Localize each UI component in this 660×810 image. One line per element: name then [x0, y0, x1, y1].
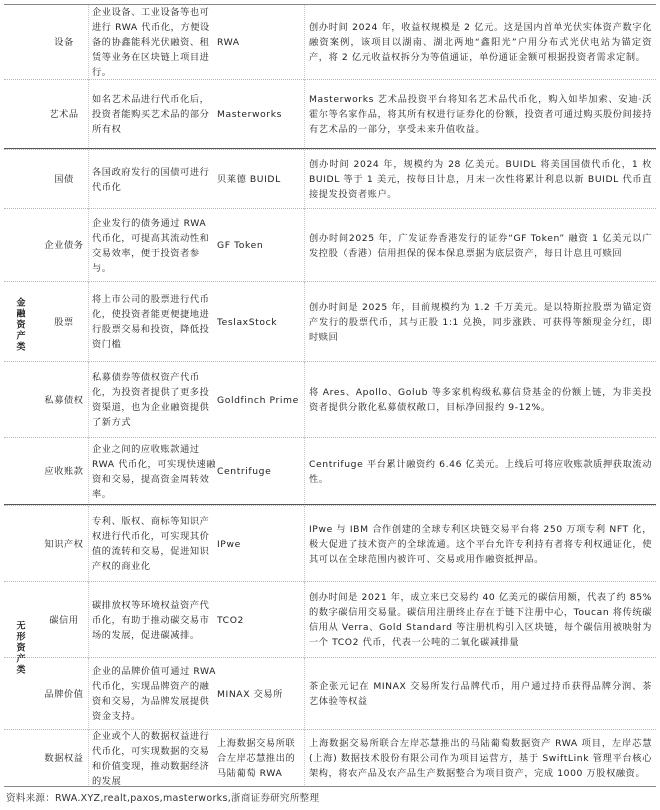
case-detail: 创办时间 2024 年，收益权规模是 2 亿元。这是国内首单光伏实体资产数字化融资案例，该项目以湖南、湖北两地“鑫阳光”户用分布式光伏电站为锚定资产，将 2 亿元收益权拆分为等值通证，单份通证金额可根据投资者需求定制。 [309, 22, 652, 63]
source-note: 资料来源：RWA.XYZ,realt,paxos,masterworks,浙商证券研究所整理 [6, 793, 320, 804]
table-row [4, 79, 656, 149]
platform-name: Goldfinch Prime [217, 394, 299, 406]
platform-name: TeslaxStock [217, 316, 278, 328]
table-row [4, 4, 656, 80]
asset-description: 企业之间的应收账款通过 RWA 代币化，可实现快速融资和交易，提高资金周转效率。 [92, 443, 217, 500]
case-detail: 茶企张元记在 MINAX 交易所发行品牌代币，用户通过持币获得品牌分润、茶艺体验等权益 [309, 681, 652, 707]
case-detail: Centrifuge 平台累计融资约 6.46 亿美元。上线后可将应收账款质押获取流动性。 [309, 458, 652, 485]
asset-type: 艺术品 [49, 109, 79, 120]
platform-name: TCO2 [217, 614, 244, 626]
asset-type: 知识产权 [44, 538, 84, 550]
asset-description: 私募债券等债权资产代币化，为投资者提供了更多投资渠道，也为企业融资提供了新方式 [92, 372, 210, 428]
case-detail: 创办时间是 2025 年，目前规模约为 1.2 千万美元。是以特斯拉股票为锚定资产发行的股票代币，其与正股 1:1 兑换，同步涨跌、可获得等额现金分红，即时赎回 [309, 301, 652, 343]
asset-type: 碳信用 [49, 614, 79, 626]
asset-type: 设备 [54, 37, 74, 48]
case-detail: 创办时间 2024 年，规模约为 28 亿美元。BUIDL 将美国国债代币化，1 枚 BUIDL 等于 1 美元，按每日计息，月末一次性将累计利息以新 BUIDL 代币直接提发投资者账户。 [309, 159, 652, 200]
asset-description: 碳排放权等环境权益资产代币化，有助于推动碳交易市场的发展，促进碳减排。 [92, 599, 210, 641]
case-detail: 创办时间是 2021 年，成立来已交易约 40 亿美元的碳信用额，代表了约 85%的数字碳信用交易量。碳信用注册终止存在于链下注册中心，Toucan 将传统碳信用从 Verra、Gold Standard 等注册机构引入区块链，每个碳信用被映射为一个 TCO2 代币，代表一公吨的二氧化碳减排量 [309, 592, 652, 648]
asset-type: 数据权益 [44, 753, 84, 764]
asset-description: 企业的品牌价值可通过 RWA 代币化，实现品牌资产的融资和交易，为品牌发展提供资金支持。 [92, 666, 217, 722]
table-row [4, 281, 656, 362]
case-detail: 将 Ares、Apollo、Golub 等多家机构级私募信贷基金的份额上链，为非美投资者提供分散化私募债权敞口，目标净回报约 9-12%。 [309, 387, 652, 413]
asset-type: 企业债务 [44, 240, 84, 251]
case-detail: 创办时间2025 年，广发证券香港发行的证券“GF Token” 融资 1 亿美元以广发控股（香港）信用担保的保本保息票据为底层资产，每日计息且可赎回 [309, 232, 652, 259]
platform-name: IPwe [217, 538, 241, 550]
table-row [4, 505, 656, 582]
table-row [4, 437, 656, 505]
asset-type: 应收账款 [44, 466, 84, 477]
platform-name: 上海数据交易所联合左岸芯慧推出的马陆葡萄 RWA [217, 738, 296, 779]
category-label: 金融资产类 [16, 298, 26, 353]
platform-name: Masterworks [217, 109, 282, 120]
table-row [4, 149, 656, 209]
case-detail: 上海数据交易所联合左岸芯慧推出的马陆葡萄数据资产 RWA 项目，左岸芯慧(上海) 数据技术股份有限公司作为项目运营方，基于 SwiftLink 管理平台核心架构，将农产品及农产品生产数据整合为项目资产，完成 1000 万股权融资。 [309, 738, 652, 779]
table-row [4, 361, 656, 438]
table-row [4, 581, 656, 658]
table-row [4, 657, 656, 730]
asset-type: 私募债权 [44, 394, 84, 406]
table-row [4, 729, 656, 787]
platform-name: GF Token [217, 240, 264, 251]
platform-name: 贝莱德 BUIDL [217, 174, 281, 185]
platform-name: RWA [217, 37, 240, 48]
platform-name: Centrifuge [217, 466, 272, 477]
asset-type: 股票 [54, 316, 74, 328]
platform-name: MINAX 交易所 [217, 688, 283, 700]
asset-description: 将上市公司的股票进行代币化，使投资者能更便捷地进行股票交易和投资，降低投资门槛 [92, 294, 210, 350]
asset-type: 品牌价值 [44, 688, 84, 700]
case-detail: IPwe 与 IBM 合作创建的全球专利区块链交易平台将 250 万项专利 NFT 化，极大促进了技术资产的全球流通。这个平台允许专利持有者将专利权通证化，使其可以在全球范围内被许可、交易或用作融资抵押品。 [309, 523, 652, 565]
asset-type: 国债 [54, 174, 74, 185]
table-row [4, 208, 656, 282]
category-label: 无形资产类 [16, 621, 26, 676]
asset-description: 企业发行的债务通过 RWA 代币化，可提高其流动性和交易效率，便于投资者参与。 [92, 217, 210, 274]
asset-description: 各国政府发行的国债可进行代币化 [92, 166, 210, 193]
asset-description: 企业或个人的数据权益进行代币化，可实现数据的交易和价值变现，推动数据经济的发展 [92, 730, 210, 787]
case-detail: Masterworks 艺术品投资平台将知名艺术品代币化，购入如毕加索、安迪·沃霍尔等名家作品，将其所有权进行证券化的份额，投资者可通过购买股份间接持有艺术品的一部分，享受未来升值收益。 [309, 94, 652, 135]
asset-description: 专利、版权、商标等知识产权进行代币化，可实现其价值的流转和交易，促进知识产权的商业化 [92, 516, 210, 572]
asset-description: 企业设备、工业设备等也可进行 RWA 代币化，方便设备的协鑫能科光伏融资、租赁等业务在区块链上项目进行。 [92, 7, 210, 78]
asset-description: 如名艺术品进行代币化后，投资者能购买艺术品的部分所有权 [92, 94, 210, 135]
